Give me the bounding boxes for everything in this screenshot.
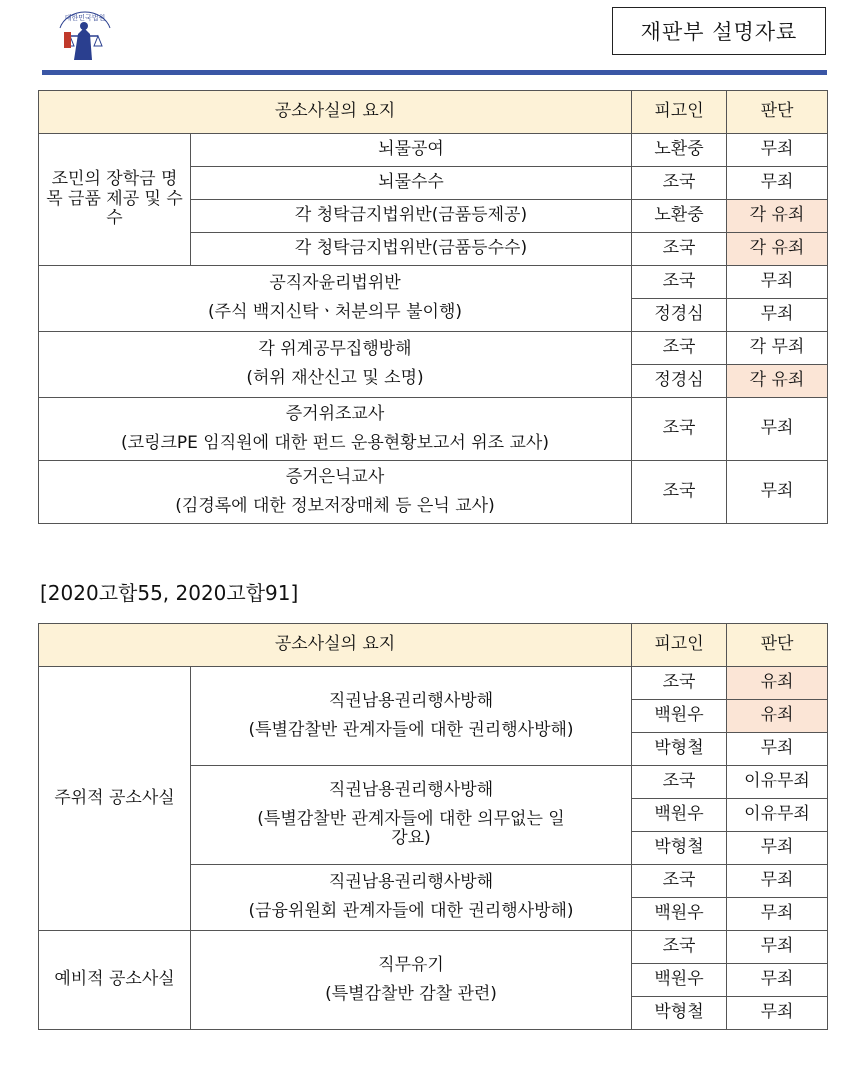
- table-row: [39, 398, 828, 461]
- table-row: [39, 667, 828, 700]
- document-type-badge: 재판부 설명자료: [612, 7, 826, 55]
- defendant-cell: 박형철: [632, 997, 727, 1030]
- defendant-cell: 조국: [632, 461, 727, 524]
- verdict-cell: 무죄: [727, 266, 828, 299]
- table-row: [39, 134, 828, 167]
- charge-cell: 뇌물수수: [191, 167, 632, 200]
- charge-cell: [39, 266, 632, 332]
- defendant-cell: 조국: [632, 167, 727, 200]
- defendant-cell: 백원우: [632, 898, 727, 931]
- verdict-cell: 무죄: [727, 167, 828, 200]
- group-label: 예비적 공소사실: [39, 931, 191, 1030]
- defendant-cell: 정경심: [632, 365, 727, 398]
- charge-cell: [39, 332, 632, 398]
- charge-cell: [191, 766, 632, 865]
- charge-detail: (특별감찰반 관계자들에 대한 의무없는 일: [257, 808, 565, 829]
- verdict-cell: 무죄: [727, 398, 828, 461]
- verdict-cell: 무죄: [727, 964, 828, 997]
- charge-detail: (금융위원회 관계자들에 대한 권리행사방해): [248, 901, 574, 921]
- defendant-cell: 백원우: [632, 700, 727, 733]
- verdict-cell: 유죄: [727, 700, 828, 733]
- charge-detail: (코링크PE 임직원에 대한 펀드 운용현황보고서 위조 교사): [121, 432, 549, 453]
- defendant-cell: 조국: [632, 266, 727, 299]
- charge-cell: [191, 931, 632, 1030]
- charge-cell: 각 청탁금지법위반(금품등수수): [191, 233, 632, 266]
- header-divider: [42, 70, 827, 75]
- verdict-cell: 각 무죄: [727, 332, 828, 365]
- defendant-cell: 조국: [632, 332, 727, 365]
- verdict-cell: 각 유죄: [727, 365, 828, 398]
- charge-cell: 각 청탁금지법위반(금품등제공): [191, 200, 632, 233]
- header-charge: 공소사실의 요지: [39, 624, 632, 667]
- charge-title: 증거은닉교사: [285, 466, 385, 487]
- table-header-row: [39, 91, 828, 134]
- charge-title: 각 위계공무집행방해: [258, 339, 412, 360]
- table-row: [39, 931, 828, 964]
- verdict-cell: 이유무죄: [727, 766, 828, 799]
- verdict-cell: 무죄: [727, 299, 828, 332]
- charge-cell: [191, 667, 632, 766]
- charge-cell: [39, 461, 632, 524]
- charge-detail: (김경록에 대한 정보저장매체 등 은닉 교사): [175, 495, 495, 516]
- defendant-cell: 노환중: [632, 134, 727, 167]
- defendant-cell: 조국: [632, 667, 727, 700]
- defendant-cell: 노환중: [632, 200, 727, 233]
- verdict-table-1: [38, 90, 828, 524]
- table-row: [39, 332, 828, 365]
- group-label: 조민의 장학금 명목 금품 제공 및 수수: [39, 134, 191, 266]
- charge-cell: 뇌물공여: [191, 134, 632, 167]
- header-defendant: 피고인: [632, 91, 727, 134]
- verdict-cell: 각 유죄: [727, 233, 828, 266]
- table-row: [39, 266, 828, 299]
- header-verdict: 판단: [727, 624, 828, 667]
- header-verdict: 판단: [727, 91, 828, 134]
- defendant-cell: 조국: [632, 398, 727, 461]
- verdict-cell: 무죄: [727, 865, 828, 898]
- charge-title: 직권남용권리행사방해: [328, 780, 494, 801]
- charge-detail: (특별감찰반 감찰 관련): [325, 983, 497, 1004]
- verdict-cell: 무죄: [727, 832, 828, 865]
- group-label: 주위적 공소사실: [39, 667, 191, 931]
- charge-title: 공직자윤리법위반: [269, 273, 401, 294]
- defendant-cell: 조국: [632, 931, 727, 964]
- defendant-cell: 백원우: [632, 964, 727, 997]
- defendant-cell: 조국: [632, 233, 727, 266]
- verdict-cell: 무죄: [727, 461, 828, 524]
- charge-detail: (주식 백지신탁ㆍ처분의무 불이행): [208, 302, 462, 322]
- header-charge: 공소사실의 요지: [39, 91, 632, 134]
- verdict-cell: 무죄: [727, 733, 828, 766]
- defendant-cell: 조국: [632, 766, 727, 799]
- charge-title: 직무유기: [378, 954, 444, 975]
- charge-detail: (허위 재산신고 및 소명): [246, 368, 424, 388]
- logo-text: 대한민국법원: [64, 14, 106, 22]
- verdict-cell: 무죄: [727, 931, 828, 964]
- defendant-cell: 백원우: [632, 799, 727, 832]
- charge-title: 직권남용권리행사방해: [328, 690, 494, 711]
- charge-title: 증거위조교사: [285, 403, 385, 424]
- court-logo: [52, 6, 118, 64]
- verdict-table-2: [38, 623, 828, 1030]
- charge-title: 직권남용권리행사방해: [328, 872, 494, 893]
- table-row: [39, 461, 828, 524]
- charge-detail: (특별감찰반 관계자들에 대한 권리행사방해): [248, 719, 574, 740]
- table-header-row: [39, 624, 828, 667]
- case-number-heading: [2020고합55, 2020고합91]: [40, 581, 299, 605]
- defendant-cell: 정경심: [632, 299, 727, 332]
- verdict-cell: 무죄: [727, 997, 828, 1030]
- charge-cell: [39, 398, 632, 461]
- header-defendant: 피고인: [632, 624, 727, 667]
- defendant-cell: 조국: [632, 865, 727, 898]
- defendant-cell: 박형철: [632, 733, 727, 766]
- charge-detail-cont: 강요): [391, 828, 431, 849]
- defendant-cell: 박형철: [632, 832, 727, 865]
- verdict-cell: 무죄: [727, 134, 828, 167]
- verdict-cell: 유죄: [727, 667, 828, 700]
- charge-cell: [191, 865, 632, 931]
- verdict-cell: 이유무죄: [727, 799, 828, 832]
- verdict-cell: 각 유죄: [727, 200, 828, 233]
- verdict-cell: 무죄: [727, 898, 828, 931]
